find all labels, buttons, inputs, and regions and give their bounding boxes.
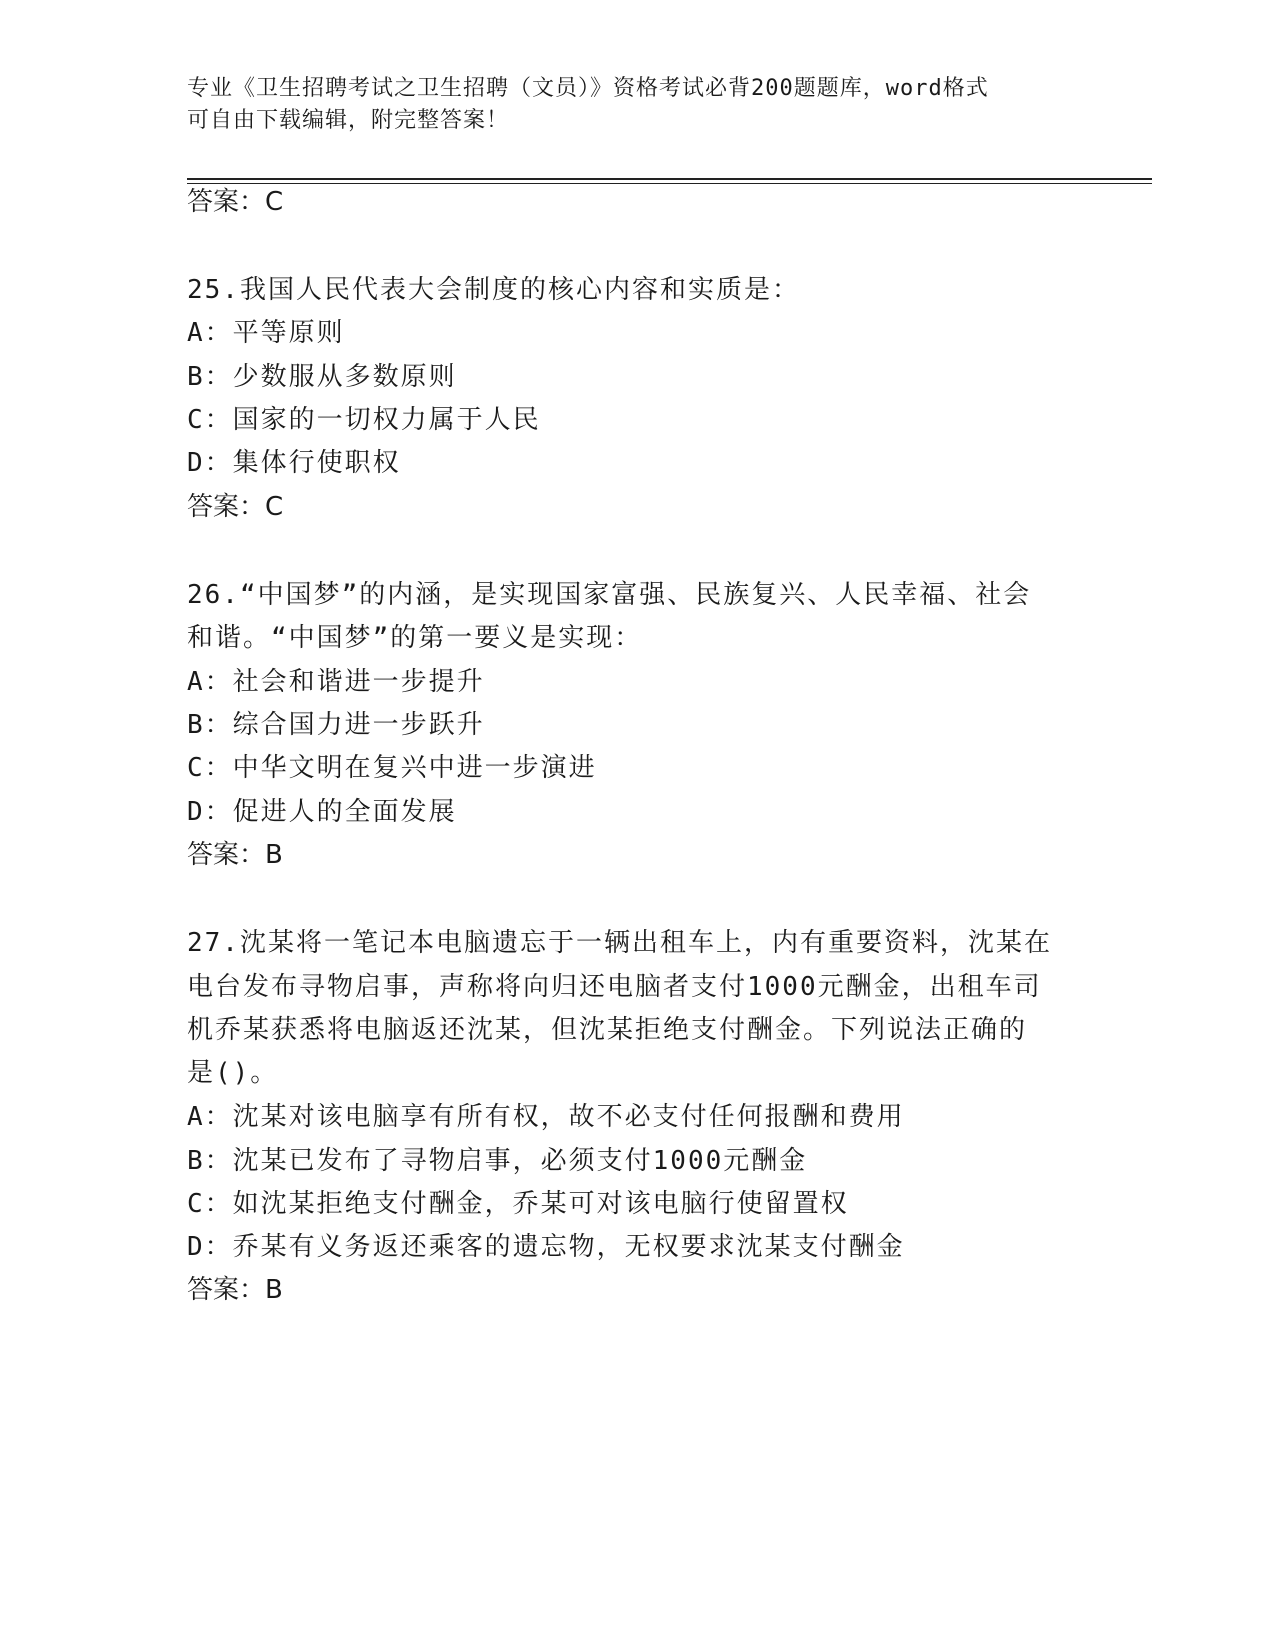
header-divider: [187, 178, 1152, 184]
question-25-answer: 答案：C: [187, 492, 284, 522]
question-27-text-line-1: 27.沈某将一笔记本电脑遗忘于一辆出租车上，内有重要资料，沈某在: [187, 928, 1052, 958]
question-25-option-a: A：平等原则: [187, 318, 345, 348]
question-26-option-c: C：中华文明在复兴中进一步演进: [187, 753, 597, 783]
header-line-2: 可自由下载编辑，附完整答案！: [187, 108, 510, 133]
question-26-answer: 答案：B: [187, 840, 283, 870]
question-25-option-b: B：少数服从多数原则: [187, 362, 457, 392]
question-26-option-d: D：促进人的全面发展: [187, 797, 457, 827]
question-25-text: 25.我国人民代表大会制度的核心内容和实质是：: [187, 275, 800, 305]
question-27-option-a: A：沈某对该电脑享有所有权，故不必支付任何报酬和费用: [187, 1102, 905, 1132]
question-27-answer: 答案：B: [187, 1275, 283, 1305]
previous-answer: 答案：C: [187, 187, 284, 217]
question-25-option-c: C：国家的一切权力属于人民: [187, 405, 541, 435]
question-27-option-c: C：如沈某拒绝支付酬金，乔某可对该电脑行使留置权: [187, 1189, 849, 1219]
question-26-text-line-2: 和谐。“中国梦”的第一要义是实现：: [187, 623, 643, 653]
question-27-text-line-2: 电台发布寻物启事，声称将向归还电脑者支付1000元酬金，出租车司: [187, 972, 1042, 1002]
document-header: [187, 73, 1067, 137]
question-26-text-line-1: 26.“中国梦”的内涵，是实现国家富强、民族复兴、人民幸福、社会: [187, 580, 1032, 610]
question-26-option-b: B：综合国力进一步跃升: [187, 710, 485, 740]
question-26-option-a: A：社会和谐进一步提升: [187, 667, 485, 697]
question-27-text-line-4: 是()。: [187, 1058, 279, 1088]
question-27-option-b: B：沈某已发布了寻物启事，必须支付1000元酬金: [187, 1146, 808, 1176]
header-line-1: 专业《卫生招聘考试之卫生招聘（文员）》资格考试必背200题题库，word格式: [187, 76, 989, 101]
question-27-option-d: D：乔某有义务返还乘客的遗忘物，无权要求沈某支付酬金: [187, 1232, 905, 1262]
question-25-option-d: D：集体行使职权: [187, 448, 401, 478]
question-27-text-line-3: 机乔某获悉将电脑返还沈某，但沈某拒绝支付酬金。下列说法正确的: [187, 1015, 1028, 1045]
